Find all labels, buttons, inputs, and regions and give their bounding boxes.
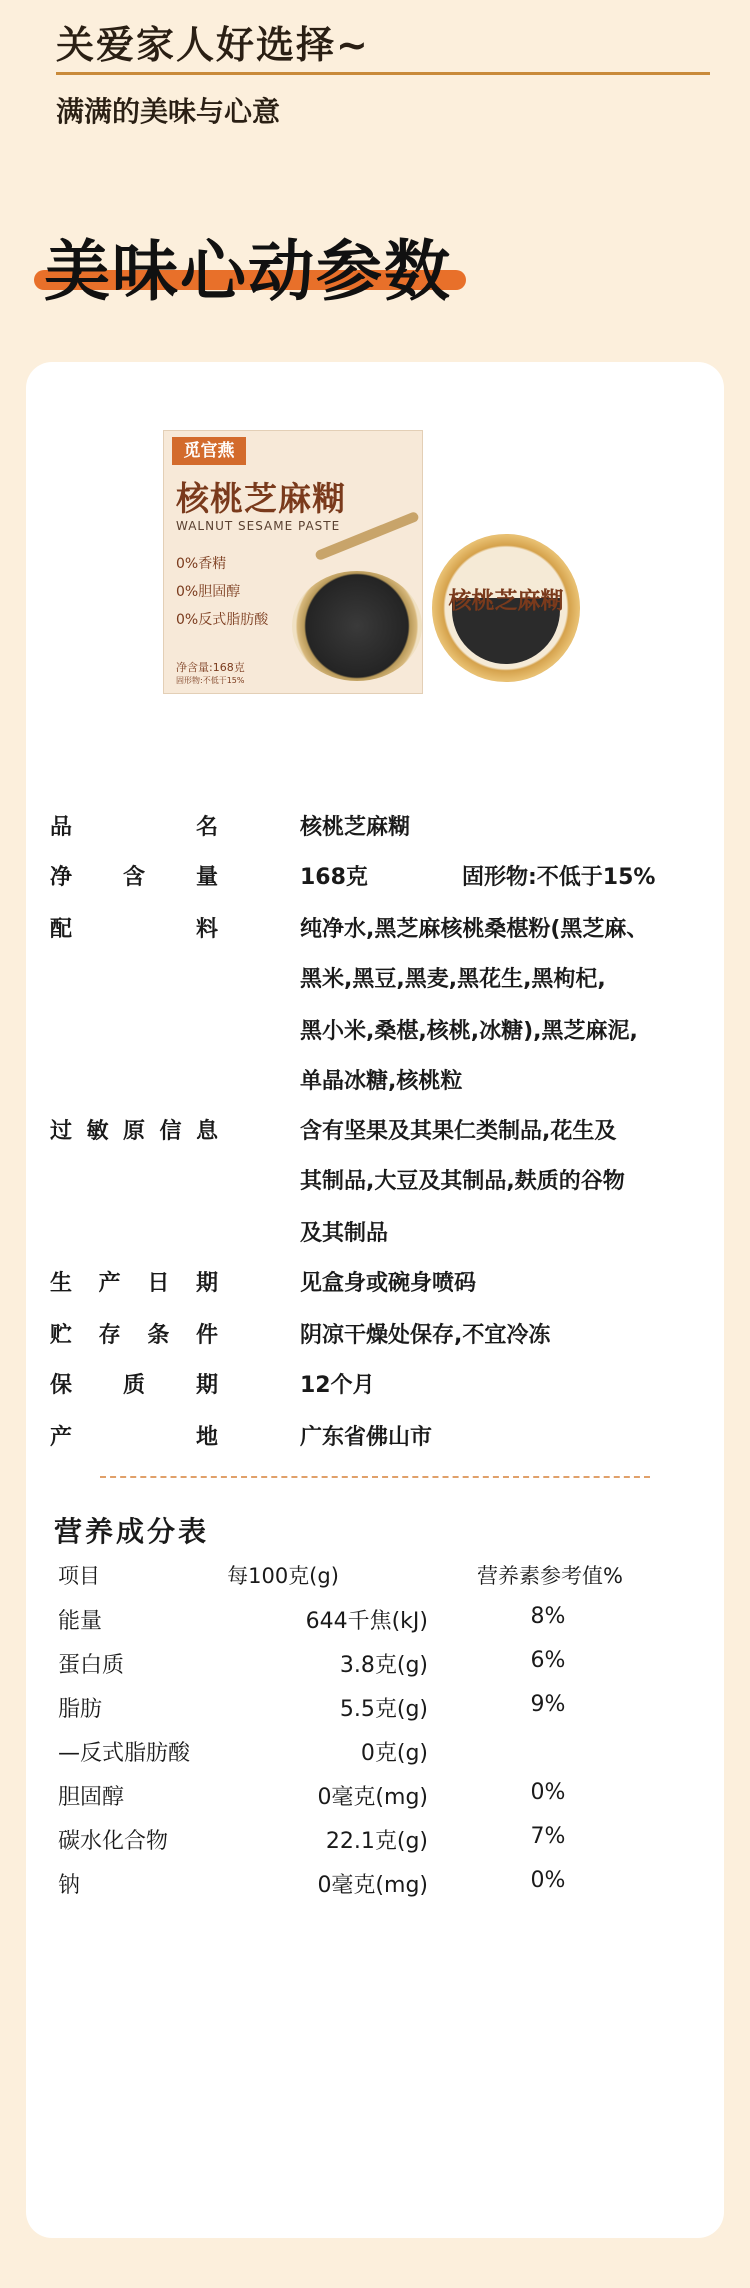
nutrition-header-row	[58, 1560, 698, 1590]
param-label: 贮 存 条 件	[50, 1323, 218, 1348]
nutrition-row	[58, 1780, 698, 1810]
nutrition-item: —反式脂肪酸	[58, 1741, 191, 1766]
nutrition-nrv: 0%	[530, 1780, 566, 1805]
section-title: 美味心动参数	[44, 232, 452, 310]
param-value: 纯净水,黑芝麻核桃桑椹粉(黑芝麻、	[300, 917, 649, 942]
nutrition-amount: 22.1克(g)	[325, 1829, 428, 1854]
nutrition-amount: 5.5克(g)	[339, 1697, 428, 1722]
brand-logo: 觅官燕	[172, 437, 246, 465]
nutrition-title: 营养成分表	[54, 1515, 210, 1548]
nutrition-item: 脂肪	[58, 1697, 103, 1722]
nutrition-item: 胆固醇	[58, 1785, 125, 1810]
param-label: 产 地	[50, 1425, 218, 1450]
nutrition-amount: 0克(g)	[360, 1741, 428, 1766]
product-box-image	[163, 430, 423, 694]
nutrition-item: 能量	[58, 1609, 103, 1634]
param-value: 12个月	[300, 1373, 375, 1398]
nutrition-header: 每100克(g)	[227, 1564, 339, 1588]
nutrition-amount: 0毫克(mg)	[317, 1873, 428, 1898]
param-value: 见盒身或碗身喷码	[300, 1271, 477, 1296]
nutrition-header: 项目	[58, 1564, 100, 1588]
nutrition-amount: 0毫克(mg)	[317, 1785, 428, 1810]
page-subheading: 满满的美味与心意	[56, 95, 281, 128]
heading-divider	[56, 72, 710, 75]
nutrition-row	[58, 1692, 698, 1722]
param-value: 核桃芝麻糊	[300, 815, 411, 840]
param-value: 黑米,黑豆,黑麦,黑花生,黑枸杞,	[300, 967, 606, 992]
cup-label: 核桃芝麻糊	[448, 588, 564, 614]
param-label: 净 含 量	[50, 865, 218, 890]
nutrition-item: 蛋白质	[58, 1653, 125, 1678]
product-box-name: 核桃芝麻糊	[176, 479, 346, 518]
nutrition-row	[58, 1736, 698, 1766]
param-extra-value: 固形物:不低于15%	[462, 865, 656, 890]
nutrition-amount: 644千焦(kJ)	[305, 1609, 428, 1634]
param-value: 单晶冰糖,核桃粒	[300, 1069, 463, 1094]
feature-label: 0%胆固醇	[176, 584, 241, 600]
nutrition-nrv: 7%	[530, 1824, 566, 1849]
nutrition-amount: 3.8克(g)	[339, 1653, 428, 1678]
feature-label: 0%反式脂肪酸	[176, 612, 269, 628]
box-net-content: 净含量:168克	[176, 661, 245, 674]
nutrition-nrv: 0%	[530, 1868, 566, 1893]
dashed-divider	[100, 1476, 650, 1478]
product-english-name: WALNUT SESAME PASTE	[176, 519, 341, 533]
nutrition-item: 钠	[58, 1873, 81, 1898]
param-value: 广东省佛山市	[300, 1425, 433, 1450]
nutrition-row	[58, 1824, 698, 1854]
nutrition-row	[58, 1868, 698, 1898]
nutrition-item: 碳水化合物	[58, 1829, 169, 1854]
parameter-card	[26, 362, 724, 2238]
nutrition-nrv: 9%	[530, 1692, 566, 1717]
param-value: 含有坚果及其果仁类制品,花生及	[300, 1119, 617, 1144]
nutrition-row	[58, 1604, 698, 1634]
param-label: 生 产 日 期	[50, 1271, 218, 1296]
param-label: 过 敏 原 信 息	[50, 1119, 218, 1144]
param-value: 黑小米,桑椹,核桃,冰糖),黑芝麻泥,	[300, 1019, 638, 1044]
box-solid-content: 固形物:不低于15%	[176, 676, 245, 685]
param-value: 168克	[300, 865, 368, 890]
param-value: 其制品,大豆及其制品,麸质的谷物	[300, 1169, 625, 1194]
param-label: 保 质 期	[50, 1373, 218, 1398]
param-value: 及其制品	[300, 1221, 389, 1246]
feature-label: 0%香精	[176, 556, 227, 572]
page-heading: 关爱家人好选择~	[56, 23, 370, 67]
nutrition-header: 营养素参考值%	[477, 1564, 623, 1588]
nutrition-nrv: 8%	[530, 1604, 566, 1629]
bowl-image	[292, 571, 422, 681]
nutrition-row	[58, 1648, 698, 1678]
param-label: 配 料	[50, 917, 218, 942]
param-label: 品 名	[50, 815, 218, 840]
nutrition-nrv: 6%	[530, 1648, 566, 1673]
section-title-block	[34, 218, 464, 310]
product-cup-image	[432, 534, 580, 682]
param-value: 阴凉干燥处保存,不宜冷冻	[300, 1323, 551, 1348]
